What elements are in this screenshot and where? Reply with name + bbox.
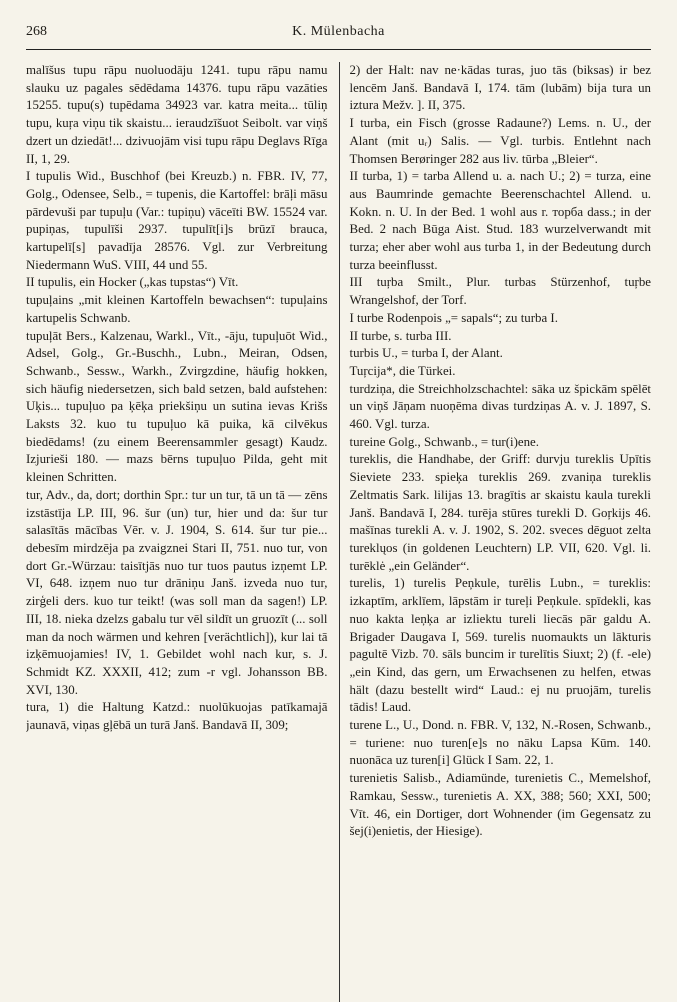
entry-paragraph: I turba, ein Fisch (grosse Radaune?) Lems. n. U., der Alant (mit uᵣ) Salis. — Vgl. turbis. Entlehnt nach Thomsen Berøringer 282 aus liv. tūrba „Bleier“.	[349, 116, 651, 166]
page-header	[26, 24, 651, 50]
left-column	[26, 62, 339, 1002]
entry-paragraph: tura, 1) die Haltung Katzd.: nuolūkuojas patīkamajā jaunavā, viņas gļēbā un turā Janš. Bandavā II, 309;	[26, 700, 328, 733]
entry-paragraph: turene L., U., Dond. n. FBR. V, 132, N.-Rosen, Schwanb., = turiene: nuo turen[e]s no nāku Lapsa Kūm. 140. nuonāca uz turen[i] Glück I Sam. 22, 1.	[349, 718, 651, 768]
entry-paragraph: turelis, 1) turelis Peņkule, turēlis Lubn., = tureklis: izkaptīm, arklīem, lāpstām ir tureļi Peņkule. spīdekli, kas nuo kakta leņķa ar izliektu tureli liecās pār galdu A. Brigader Daugava I, 569. turelis nuomaukts un lākturis pagultē Vizb. 70. sāls buncim ir turelītis Siuxt; 2) (f. -ele) „ein Kind, das gern, um Erwachsenen zu helfen, etwas hält (dazu bestellt wird“ Laud.: ej nu pruojām, turelis tādis! Laud.	[349, 576, 651, 715]
entry-paragraph: II turbe, s. turba III.	[349, 328, 452, 343]
entry-paragraph: turenietis Salisb., Adiamünde, turenietis C., Memelshof, Ramkau, Sessw., turenietis A. XX, 388; 560; XXI, 500; Vīt. 46, ein Dortiger, dort Wohnender (im Gegensatz zu šej(i)enietis, der Hiesige).	[349, 771, 651, 839]
entry-paragraph: III tuŗba Smilt., Plur. turbas Stürzenhof, tuŗbe Wrangelshof, der Torf.	[349, 275, 651, 308]
entry-paragraph: II tupulis, ein Hocker („kas tupstas“) Vīt.	[26, 275, 239, 290]
column-divider	[339, 62, 340, 1002]
entry-paragraph: tupuļains „mit kleinen Kartoffeln bewachsen“: tupuļains kartupelis Schwanb.	[26, 293, 328, 325]
entry-paragraph: tureine Golg., Schwanb., = tur(i)ene.	[349, 434, 539, 449]
entry-paragraph: turdziņa, die Streichholzschachtel: sāka uz špickām spēlēt un viņš Jāņam nuoņēma divas turdziņas A. v. J. 1897, S. 460. Vgl. turza.	[349, 381, 651, 432]
page-number: 268	[26, 24, 47, 39]
entry-paragraph: tur, Adv., da, dort; dorthin Spr.: tur un tur, tā un tā — zēns izstāstīja LP. III, 96. šur (un) tur, hier und da: šur tur salasītās mācības Vēr. v. J. 1904, S. 614. šur tur pie... debesīm mirdzēja pa zvaigznei Stari II, 751. nuo tur, von dort Gr.-Würzau: taisītjās nuo tur tuos pautus izņemt LP. VI, 648. izņem nuo tur drāniņu Janš. izveda nuo tur, zirģeli ders. kuo tur teikt! (was soll man da sagen!) LP. III, 18. nieka dzelzs gabalu tur vēl sildīt un gruozīt (... soll man da noch wärmen und kehren [verächtlich]), kur lai tā izķēmuojamies! IV, 1. Gebildet wohl nach kur, s. J. Schmidt KZ. XXXII, 412; zum -r vgl. Johansson BB. XVI, 130.	[26, 487, 328, 697]
entry-paragraph: tupuļāt Bers., Kalzenau, Warkl., Vīt., -āju, tupuļuōt Wid., Adsel, Golg., Gr.-Buschh., Lubn., Meiran, Odsen, Schwanb., Sessw., Warkh., Zvirgzdine, häufig hokken, sich häufig niedersetzen, sich bald setzen, bald aufstehen: Uķis... tupuļuo pa ķēķa priekšiņu un sutina ievas Krišs Laksts 32. kuo tu tupuļuo kā puika, kā cilvēkus biedēdams! (zu einem Beerensammler gesagt) Kaudz. Izjurieši 180. — mazs bērns tupuļuo Pilda, geht mit kleinen Schritten.	[26, 328, 328, 485]
entry-paragraph: Tuŗcija*, die Türkei.	[349, 363, 456, 378]
entry-paragraph: 2) der Halt: nav ne·kādas turas, juo tās (biksas) ir bez lencēm Janš. Bandavā I, 174. tām (lubām) bija tura un izturа Mežv. ]. II, 375.	[349, 63, 651, 113]
entry-paragraph: turbis U., = turba I, der Alant.	[349, 346, 503, 361]
entry-paragraph: I turbe Rodenpois „= sapals“; zu turba I.	[349, 310, 558, 325]
two-column-body	[26, 62, 651, 1002]
entry-paragraph: II turba, 1) = tarba Allend u. a. nach U.; 2) = turza, eine aus Baumrinde gemachte Beerenschachtel Allend. u. Kokn. n. U. In der Bed. 1 wohl aus r. торба dass.; in der Bed. 2 nach Būga Aist. Stud. 183 wurzelverwandt mit turza; eher aber wohl aus turba 1, in der Bedeutung durch turza beeinflusst.	[349, 169, 651, 272]
right-column	[339, 62, 652, 1002]
entry-paragraph: I tupulis Wid., Buschhof (bei Kreuzb.) n. FBR. IV, 77, Golg., Odensee, Selb., = tupenis, die Kartoffel: brāļi māsu pārdevuši par tupuļu (Var.: tupiņu) vāceīti BW. 15524 var. pupiņas, tupulīši 2937. tupulīt[i]s brūzī brauca, kartupelī[s] pavadīja 28576. Vgl. zur Verbreitung Niedermann WuS. VIII, 44 und 55.	[26, 169, 328, 272]
running-head: K. Mülenbacha	[292, 24, 385, 39]
entry-paragraph: malīšus tupu rāpu nuoluodāju 1241. tupu rāpu namu slauku uz pagales sēdēdama 14376. tupu rāpu vazāties 15255. tupu(s) tupēdama 34923 var. katra meita... tūliņ tupu, kuŗa viņu tik skaistu... ieraudzīšuot Seibolt. var viņš dzert un dziedāt!... dzivuojām visi tupu rāpu Deglavs Rīga II, 1, 29.	[26, 63, 328, 166]
entry-paragraph: tureklis, die Handhabe, der Griff: durvju tureklis Upītis Sieviete 233. spieķa tureklis 269. zvaniņa tureklis Zeltmatis Sark. lilijas 13. bragītis ar skaistu kaula turekli Janš. Bandavā I, 284. turēja stūres turekli D. Goŗkijs 46. mašīnas turekli A. v. J. 1902, S. 202. sveces dēguot zelta tureklųos (in goldenen Leuchtern) LP. VII, 620. Vgl. li. turēklė „ein Geländer“.	[349, 452, 651, 573]
